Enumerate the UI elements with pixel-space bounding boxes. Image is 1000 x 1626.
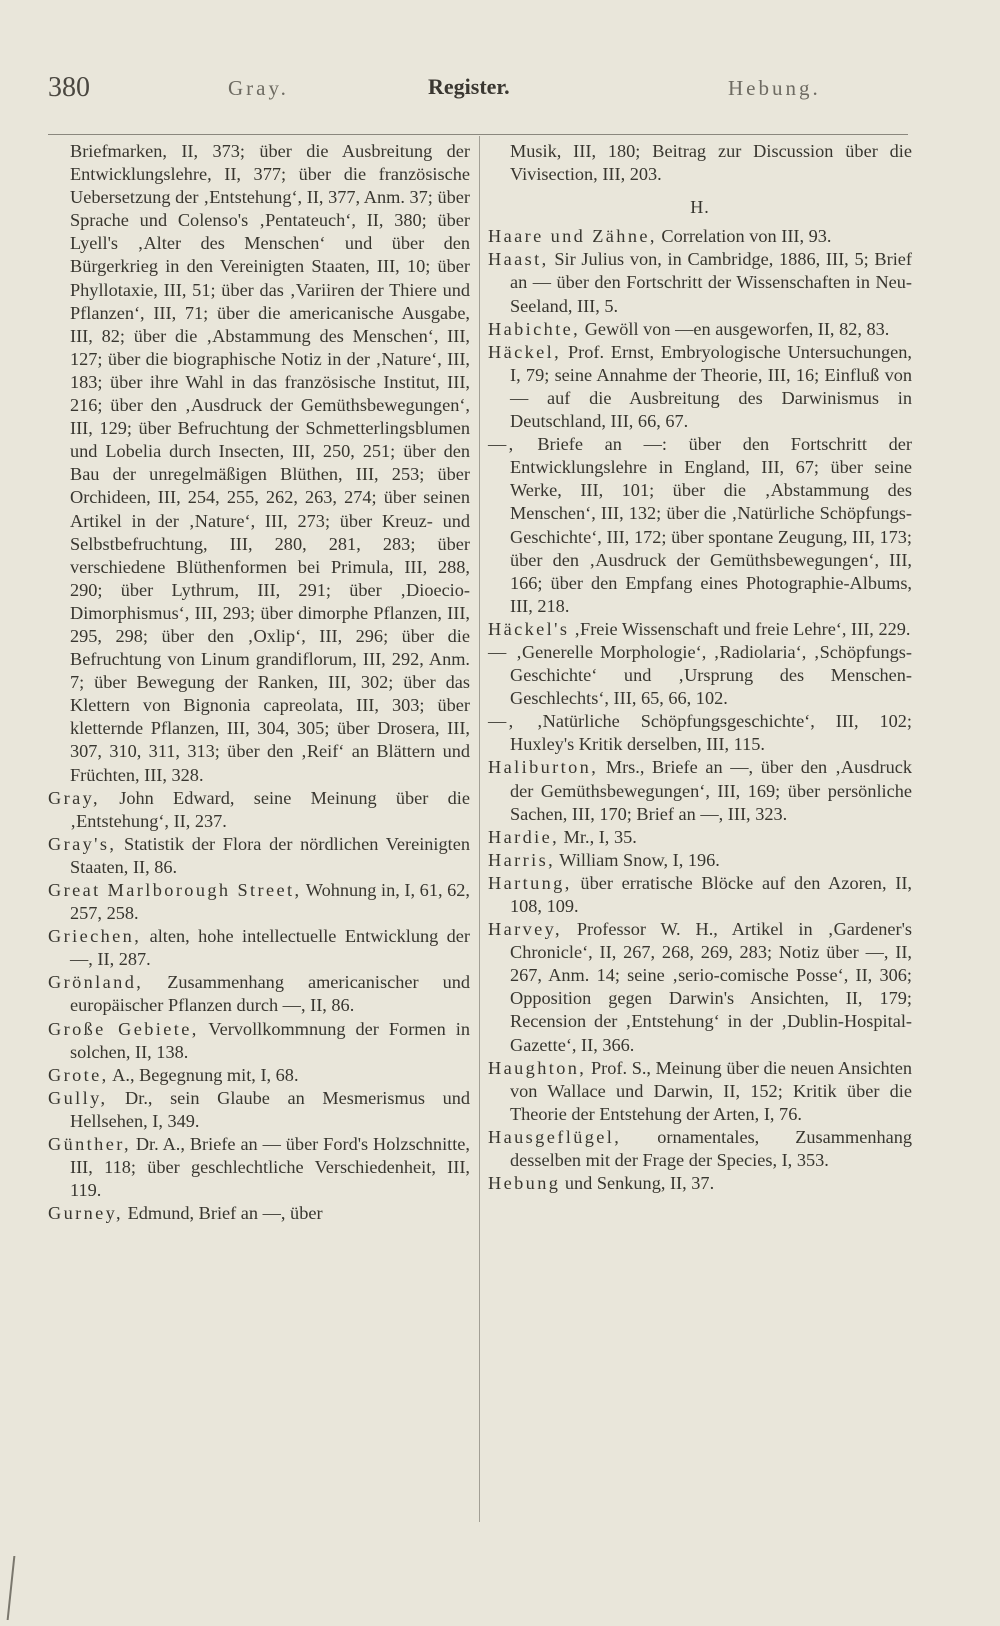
index-entry xyxy=(48,1018,470,1064)
entry-headword: Häckel's xyxy=(488,618,570,639)
index-entry xyxy=(48,1133,470,1202)
entry-text: William Snow, I, 196. xyxy=(555,849,720,870)
index-entry xyxy=(488,318,912,341)
column-divider xyxy=(479,136,480,1522)
right-column xyxy=(488,140,912,1195)
index-entry xyxy=(48,787,470,833)
left-running-head: Gray. xyxy=(228,76,289,100)
margin-pencil-mark xyxy=(7,1556,22,1620)
entry-text: Mr., I, 35. xyxy=(559,826,637,847)
entry-text: über erratische Blöcke auf den Azoren, II, 108, 109. xyxy=(510,872,912,916)
continued-entry: Briefmarken, II, 373; über die Ausbreitung der Entwicklungslehre, II, 377; über die französische Uebersetzung der ‚Entstehung‘, II, 377, Anm. 37; über Sprache und Colenso's ‚Pentateuch‘, II, 380; über Lyell's ‚Alter des Menschen‘ und über den Bürgerkrieg in den Vereinigten Staaten, III, 10; über Phyllotaxie, III, 51; über das ‚Variiren der Thiere und Pflanzen‘, III, 71; über die americanische Ausgabe, III, 82; über die ‚Abstammung des Menschen‘, III, 127; über die biographische Notiz in der ‚Nature‘, III, 183; über ihre Wahl in das französische Institut, III, 216; über den ‚Ausdruck der Gemüthsbewegungen‘, III, 129; über Befruchtung der Schmetterlingsblumen und Lobelia durch Insecten, III, 250, 251; über den Bau der unregelmäßigen Blüthen, III, 253; über Orchideen, III, 254, 255, 262, 263, 274; über seinen Artikel in der ‚Nature‘, III, 273; über Kreuz- und Selbstbefruchtung, III, 280, 281, 283; über verschiedene Blüthenformen bei Primula, III, 288, 290; über Lythrum, III, 291; über ‚Dioecio-Dimorphismus‘, III, 293; über dimorphe Pflanzen, III, 295, 298; über den ‚Oxlip‘, III, 296; über die Befruchtung von Linum grandiflorum, III, 292, Anm. 7; über Bewegung der Ranken, III, 302; über das Klettern von Bignonia capreolata, III, 303; über kletternde Pflanzen, III, 304, 305; über Drosera, III, 307, 310, 311, 313; über den ‚Reif‘ an Blättern und Früchten, III, 328. xyxy=(70,141,470,785)
entry-text: ‚Natürliche Schöpfungsgeschichte‘, III, 102; Huxley's Kritik derselben, III, 115. xyxy=(510,711,912,755)
entry-headword: Great Marlborough Street, xyxy=(48,880,302,900)
entry-headword: Günther, xyxy=(48,1134,131,1155)
index-entry xyxy=(48,879,470,925)
entry-headword: Griechen, xyxy=(48,926,142,947)
entry-headword: Gully, xyxy=(48,1087,108,1108)
index-entry xyxy=(488,641,912,710)
entry-headword: Große Gebiete, xyxy=(48,1018,199,1039)
page-number: 380 xyxy=(48,72,90,103)
page-title: Register. xyxy=(428,74,510,99)
entry-text: und Senkung, II, 37. xyxy=(560,1173,715,1194)
index-entry xyxy=(488,849,912,872)
entry-headword: Haast, xyxy=(488,249,549,270)
entry-text: Statistik der Flora der nördlichen Vereinigten Staaten, II, 86. xyxy=(70,833,470,877)
index-entry xyxy=(488,826,912,849)
entry-text: Professor W. H., Artikel in ‚Gardener's Chronicle‘, II, 267, 268, 269, 283; Notiz über —, II, 267, Anm. 14; seine ‚serio-comische Posse‘, II, 306; Opposition gegen Darwin's Ansichten, II, 179; Recension der ‚Entstehung‘ in der ‚Dublin-Hospital-Gazette‘, II, 366. xyxy=(510,919,912,1055)
index-entry xyxy=(488,872,912,918)
entry-headword: Habichte, xyxy=(488,318,581,339)
index-entry xyxy=(48,925,470,971)
entry-text: Prof. Ernst, Embryologische Untersuchungen, I, 79; seine Annahme der Theorie, III, 16; Einfluß von — auf die Ausbreitung des Darwinismus in Deutschland, III, 66, 67. xyxy=(510,341,912,432)
entry-text: ornamentales, Zusammenhang desselben mit der Frage der Species, I, 353. xyxy=(510,1126,912,1171)
entry-text: Dr., sein Glaube an Mesmerismus und Hellsehen, I, 349. xyxy=(70,1087,470,1131)
entry-text: A., Begegnung mit, I, 68. xyxy=(108,1064,299,1085)
entry-headword: Grönland, xyxy=(48,972,144,993)
entry-text: Prof. S., Meinung über die neuen Ansichten von Wallace und Darwin, II, 152; Kritik über die Theorie der Entstehung der Arten, I, 76. xyxy=(510,1057,912,1124)
entry-text: Wohnung in, I, 61, 62, 257, 258. xyxy=(70,880,470,924)
entry-headword: —, xyxy=(488,711,516,732)
header-rule xyxy=(48,134,908,135)
entry-text: Gewöll von —en ausgeworfen, II, 82, 83. xyxy=(580,318,890,339)
index-entry xyxy=(48,1064,470,1087)
entry-headword: Hartung, xyxy=(488,872,572,893)
index-entry xyxy=(488,1172,912,1195)
entry-headword: Grote, xyxy=(48,1064,109,1085)
index-entry xyxy=(488,248,912,317)
index-entry xyxy=(48,971,470,1017)
entry-text: Briefe an —: über den Fortschritt der Entwicklungslehre in England, III, 67; über seine Werke, III, 101; über die ‚Abstammung des Menschen‘, III, 132; über die ‚Natürliche Schöpfungs-Geschichte‘, III, 172; über spontane Zeugung, III, 173; über den ‚Ausdruck der Gemüthsbewegungen‘, III, 166; über den Empfang eines Photographie-Albums, III, 218. xyxy=(510,434,912,616)
entry-text: Edmund, Brief an —, über xyxy=(123,1203,323,1224)
index-entry xyxy=(48,833,470,879)
index-entry xyxy=(488,756,912,825)
entry-headword: —, xyxy=(488,434,516,455)
entry-text: Vervollkommnung der Formen in solchen, II, 138. xyxy=(70,1018,470,1062)
entry-text: Mrs., Briefe an —, über den ‚Ausdruck der Gemüthsbewegungen‘, III, 169; über persönliche Sachen, III, 170; Brief an —, III, 323. xyxy=(510,757,912,824)
entry-headword: Harvey, xyxy=(488,919,562,940)
entry-headword: Harris, xyxy=(488,849,556,870)
index-entry xyxy=(488,710,912,756)
entry-headword: Gurney, xyxy=(48,1203,124,1224)
index-entry xyxy=(488,225,912,248)
entry-headword: Hebung xyxy=(488,1173,561,1194)
entry-text: Dr. A., Briefe an — über Ford's Holzschnitte, III, 118; über geschlechtliche Verschiedenheit, III, 119. xyxy=(70,1134,470,1201)
index-entry xyxy=(488,918,912,1057)
entry-headword: Haare und Zähne, xyxy=(488,226,657,247)
index-entry xyxy=(488,433,912,618)
entry-headword: Haliburton, xyxy=(488,757,599,778)
index-entry xyxy=(488,341,912,433)
left-column xyxy=(48,140,470,1225)
entry-headword: Haughton, xyxy=(488,1057,587,1078)
index-entry xyxy=(48,1087,470,1133)
entry-text: Correlation von III, 93. xyxy=(656,226,832,247)
entry-text: ‚Freie Wissenschaft und freie Lehre‘, III, 229. xyxy=(569,618,911,639)
entry-headword: Hardie, xyxy=(488,826,560,847)
entry-text: alten, hohe intellectuelle Entwicklung der —, II, 287. xyxy=(70,926,470,970)
index-entry xyxy=(488,618,912,641)
index-entry xyxy=(488,1126,912,1172)
entry-headword: Gray's, xyxy=(48,833,117,854)
entry-text: John Edward, seine Meinung über die ‚Entstehung‘, II, 237. xyxy=(70,787,470,831)
entry-headword: Gray, xyxy=(48,787,100,808)
right-running-head: Hebung. xyxy=(728,76,821,100)
entry-text: Zusammenhang americanischer und europäischer Pflanzen durch —, II, 86. xyxy=(70,972,470,1016)
entry-headword: — xyxy=(488,641,509,662)
continued-entry: Musik, III, 180; Beitrag zur Discussion über die Vivisection, III, 203. xyxy=(510,141,912,185)
index-entry xyxy=(48,1202,470,1225)
entry-headword: Häckel, xyxy=(488,341,562,362)
section-letter: H. xyxy=(690,197,710,218)
index-entry xyxy=(488,1057,912,1126)
entry-text: ‚Generelle Morphologie‘, ‚Radiolaria‘, ‚Schöpfungs-Geschichte‘ und ‚Ursprung des Menschen-Geschlechts‘, III, 65, 66, 102. xyxy=(508,641,912,709)
running-header xyxy=(48,72,908,108)
entry-text: Sir Julius von, in Cambridge, 1886, III, 5; Brief an — über den Fortschritt der Wissenschaften in Neu-Seeland, III, 5. xyxy=(510,249,912,316)
entry-headword: Hausgeflügel, xyxy=(488,1126,622,1147)
